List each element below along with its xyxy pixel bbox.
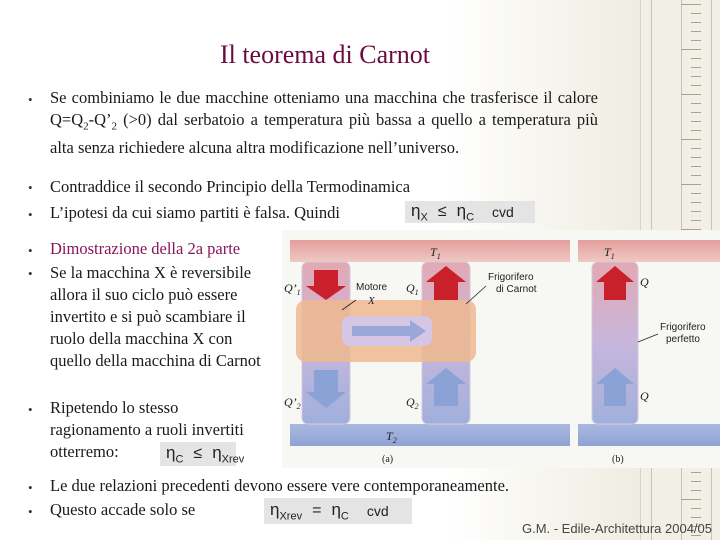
carnot-engine-diagram bbox=[282, 230, 720, 468]
t1-label-a: $T_1$ bbox=[430, 245, 441, 261]
cold-reservoir-a bbox=[290, 424, 570, 446]
frigo-carnot-label-2: di Carnot bbox=[496, 284, 537, 295]
ruler-tick bbox=[691, 517, 701, 518]
ruler-tick bbox=[691, 85, 701, 86]
ruler-tick bbox=[691, 13, 701, 14]
bullet-dot: • bbox=[28, 402, 33, 417]
ruler-tick bbox=[681, 4, 701, 5]
bullet-dot: • bbox=[28, 92, 33, 107]
x-label: X bbox=[368, 295, 375, 307]
ruler-tick bbox=[691, 112, 701, 113]
q1prime-label: $Q’_1$ bbox=[284, 281, 301, 297]
ruler-tick bbox=[691, 211, 701, 212]
ruler-tick bbox=[691, 22, 701, 23]
diagram-svg bbox=[282, 230, 720, 468]
ruler-tick bbox=[691, 157, 701, 158]
ruler-tick bbox=[691, 490, 701, 491]
perfetto-pointer bbox=[638, 334, 658, 342]
ruler-tick bbox=[691, 58, 701, 59]
ruler-tick bbox=[691, 31, 701, 32]
bullet-text-2: Contraddice il secondo Principio della Termodinamica bbox=[50, 177, 411, 196]
ruler-tick bbox=[691, 67, 701, 68]
ruler-tick bbox=[691, 76, 701, 77]
bullet-dot: • bbox=[28, 180, 33, 195]
ruler-tick bbox=[691, 40, 701, 41]
bullet-dot: • bbox=[28, 480, 33, 495]
ruler-tick bbox=[691, 121, 701, 122]
ruler-tick bbox=[691, 508, 701, 509]
cold-reservoir-b bbox=[578, 424, 720, 446]
bullet-text-4: Dimostrazione della 2a parte bbox=[50, 239, 241, 258]
motore-label: Motore bbox=[356, 282, 388, 293]
q2prime-label: $Q’_2$ bbox=[284, 395, 301, 411]
q-label-b-bottom: Q bbox=[640, 389, 649, 403]
bullet-text-8: Questo accade solo se bbox=[50, 500, 196, 519]
ruler-tick bbox=[681, 184, 701, 185]
caption-b: (b) bbox=[612, 454, 624, 465]
t1-label-b: $T_1$ bbox=[604, 245, 615, 261]
q2-label: $Q_2$ bbox=[406, 395, 419, 411]
ruler-tick bbox=[691, 193, 701, 194]
q1-label: $Q_1$ bbox=[406, 281, 419, 297]
ruler-tick bbox=[691, 481, 701, 482]
caption-a: (a) bbox=[382, 454, 394, 465]
frigo-perfetto-label-1: Frigorifero bbox=[660, 322, 706, 333]
ruler-tick bbox=[691, 148, 701, 149]
formula-eta-xrev-eq-eta-c: $\eta_{Xrev}$ = $\eta_C$ cvd bbox=[264, 498, 412, 524]
ruler-tick bbox=[691, 103, 701, 104]
ruler-tick bbox=[691, 175, 701, 176]
bullet-dot: • bbox=[28, 504, 33, 519]
ruler-tick bbox=[681, 49, 701, 50]
footer-credit: G.M. - Edile-Architettura 2004/05 bbox=[521, 521, 712, 536]
bullet-text-6: Ripetendo lo stesso ragionamento a ruoli invertiti otterremo: bbox=[50, 398, 244, 461]
ruler-tick bbox=[691, 202, 701, 203]
slide-title: Il teorema di Carnot bbox=[219, 40, 431, 69]
ruler-tick bbox=[691, 166, 701, 167]
frigo-carnot-label-1: Frigorifero bbox=[488, 272, 534, 283]
formula-eta-x-le-eta-c: $\eta_X$ ≤ $\eta_C$ cvd bbox=[405, 201, 535, 223]
ruler-tick bbox=[691, 130, 701, 131]
bullet-dot: • bbox=[28, 243, 33, 258]
t2-label-a: $T_2$ bbox=[386, 429, 397, 445]
bullet-dot: • bbox=[28, 207, 33, 222]
formula-eta-c-le-eta-xrev: $\eta_C$ ≤ $\eta_{Xrev}$ bbox=[160, 442, 236, 466]
ruler-tick bbox=[681, 499, 701, 500]
frigo-perfetto-label-2: perfetto bbox=[666, 334, 700, 345]
bullet-dot: • bbox=[28, 266, 33, 281]
bullet-text-5: Se la macchina X è reversibile allora il suo ciclo può essere invertito e si può scambiare il ruolo della macchina X con quello della macchina di Carnot bbox=[50, 263, 261, 370]
q-label-b-top: Q bbox=[640, 275, 649, 289]
ruler-tick bbox=[681, 139, 701, 140]
bullet-text-3: L’ipotesi da cui siamo partiti è falsa. Quindi bbox=[50, 203, 340, 222]
ruler-tick bbox=[691, 220, 701, 221]
hot-reservoir-b bbox=[578, 240, 720, 262]
bullet-text-7: Le due relazioni precedenti devono essere vere contemporaneamente. bbox=[50, 476, 510, 495]
ruler-tick bbox=[691, 472, 701, 473]
ruler-tick bbox=[681, 94, 701, 95]
bullet-text-1: Se combiniamo le due macchine otteniamo una macchina che trasferisce il calore $Q=Q_2-Q’_2$ (>0) dal serbatoio a temperatura più bassa a quello a temperatura più alta senza richiedere alcuna altra modificazione nell’universo. bbox=[50, 88, 598, 158]
